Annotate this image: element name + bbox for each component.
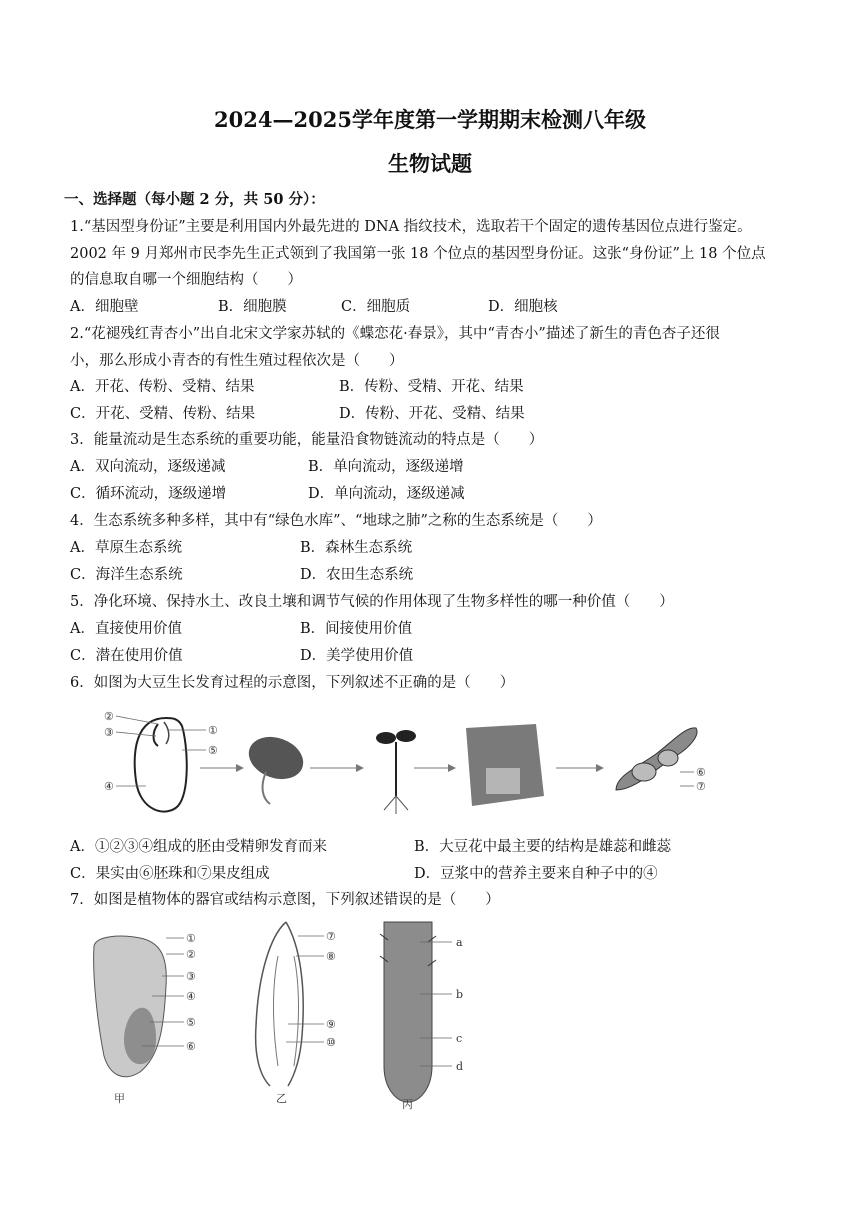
q6-line1: 6．如图为大豆生长发育过程的示意图，下列叙述不正确的是（ ）: [70, 675, 515, 691]
yi-label-9: ⑨: [326, 1018, 336, 1031]
q4-option-d: D．农田生态系统: [300, 567, 414, 583]
fig6-label-3: ③: [104, 726, 114, 739]
exam-subtitle: 生物试题: [388, 151, 472, 176]
q4-line1: 4．生态系统多种多样，其中有“绿色水库”、“地球之肺”之称的生态系统是（ ）: [70, 513, 602, 529]
q5-line1: 5．净化环境、保持水土、改良土壤和调节气候的作用体现了生物多样性的哪一种价值（ ）: [70, 594, 674, 610]
q1-line1: 1.“基因型身份证”主要是利用国内外最先进的 DNA 指纹技术，选取若干个固定的遗传基因位点进行鉴定。: [70, 219, 752, 235]
jia-label-1: ①: [186, 932, 196, 945]
q1-option-d: D．细胞核: [488, 299, 558, 315]
q6-option-d: D．豆浆中的营养主要来自种子中的④: [414, 866, 658, 882]
jia-label-4: ④: [186, 990, 196, 1003]
soybean-seed-drawing: [104, 710, 218, 812]
caption-jia: 甲: [114, 1092, 125, 1105]
q6-option-c: C．果实由⑥胚珠和⑦果皮组成: [70, 866, 270, 882]
corn-seed-drawing: [94, 932, 196, 1105]
bing-label-b: b: [456, 988, 464, 1001]
q1-line2: 2002 年 9 月郑州市民李先生正式领到了我国第一张 18 个位点的基因型身份证。这张“身份证”上 18 个位点: [70, 246, 766, 262]
yi-label-7: ⑦: [326, 930, 336, 943]
q1-option-c: C．细胞质: [341, 299, 411, 315]
soybean-flower-drawing: [466, 724, 544, 806]
section-heading: 一、选择题（每小题 2 分，共 50 分）：: [64, 191, 325, 208]
bing-label-d: d: [456, 1060, 464, 1073]
fig6-label-5: ⑤: [208, 744, 218, 757]
q5-option-d: D．美学使用价值: [300, 648, 414, 664]
jia-label-2: ②: [186, 948, 196, 961]
q5-option-a: A．直接使用价值: [70, 621, 182, 637]
bing-label-a: a: [456, 936, 463, 949]
q6-option-a: A．①②③④组成的胚由受精卵发育而来: [70, 839, 327, 855]
q5-option-b: B．间接使用价值: [300, 621, 413, 637]
jia-label-6: ⑥: [186, 1040, 196, 1053]
root-tip-drawing: [380, 922, 463, 1111]
germinating-seed-drawing: [243, 730, 309, 804]
soybean-pod-drawing: [616, 728, 706, 793]
q2-option-d: D．传粉、开花、受精、结果: [339, 406, 525, 422]
fig6-label-2: ②: [104, 710, 114, 723]
q2-option-a: A．开花、传粉、受精、结果: [70, 379, 255, 395]
q3-line1: 3．能量流动是生态系统的重要功能，能量沿食物链流动的特点是（ ）: [70, 432, 544, 448]
soybean-development-figure: [96, 706, 736, 826]
q3-option-b: B．单向流动，逐级递增: [308, 459, 464, 475]
q2-option-b: B．传粉、受精、开花、结果: [339, 379, 524, 395]
bing-label-c: c: [456, 1032, 463, 1045]
exam-title: 2024—2025学年度第一学期期末检测八年级: [214, 107, 646, 132]
yi-label-10: ⑩: [326, 1036, 336, 1049]
seedling-drawing: [376, 730, 416, 814]
q2-option-c: C．开花、受精、传粉、结果: [70, 406, 256, 422]
q2-line2: 小，那么形成小青杏的有性生殖过程依次是（ ）: [70, 353, 404, 369]
q2-line1: 2.“花褪残红青杏小”出自北宋文学家苏轼的《蝶恋花·春景》，其中“青杏小”描述了新生的青色杏子还很: [70, 326, 720, 342]
jia-label-3: ③: [186, 970, 196, 983]
q3-option-a: A．双向流动，逐级递减: [70, 459, 226, 475]
fig6-label-1: ①: [208, 724, 218, 737]
plant-structure-figure: [80, 916, 520, 1112]
fig6-label-7: ⑦: [696, 780, 706, 793]
q1-option-b: B．细胞膜: [218, 299, 287, 315]
q7-line1: 7．如图是植物体的器官或结构示意图，下列叙述错误的是（ ）: [70, 892, 500, 908]
q3-option-c: C．循环流动，逐级递增: [70, 486, 227, 502]
fig6-label-6: ⑥: [696, 766, 706, 779]
q5-option-c: C．潜在使用价值: [70, 648, 183, 664]
caption-yi: 乙: [276, 1092, 287, 1105]
caption-bing: 丙: [402, 1098, 413, 1111]
yi-label-8: ⑧: [326, 950, 336, 963]
fig6-label-4: ④: [104, 780, 114, 793]
q6-option-b: B．大豆花中最主要的结构是雄蕊和雌蕊: [414, 839, 672, 855]
q4-option-a: A．草原生态系统: [70, 540, 182, 556]
q1-option-a: A．细胞壁: [70, 299, 139, 315]
bud-section-drawing: [256, 922, 336, 1105]
jia-label-5: ⑤: [186, 1016, 196, 1029]
q4-option-b: B．森林生态系统: [300, 540, 413, 556]
q1-line3: 的信息取自哪一个细胞结构（ ）: [70, 272, 302, 288]
q3-option-d: D．单向流动，逐级递减: [308, 486, 465, 502]
q4-option-c: C．海洋生态系统: [70, 567, 183, 583]
